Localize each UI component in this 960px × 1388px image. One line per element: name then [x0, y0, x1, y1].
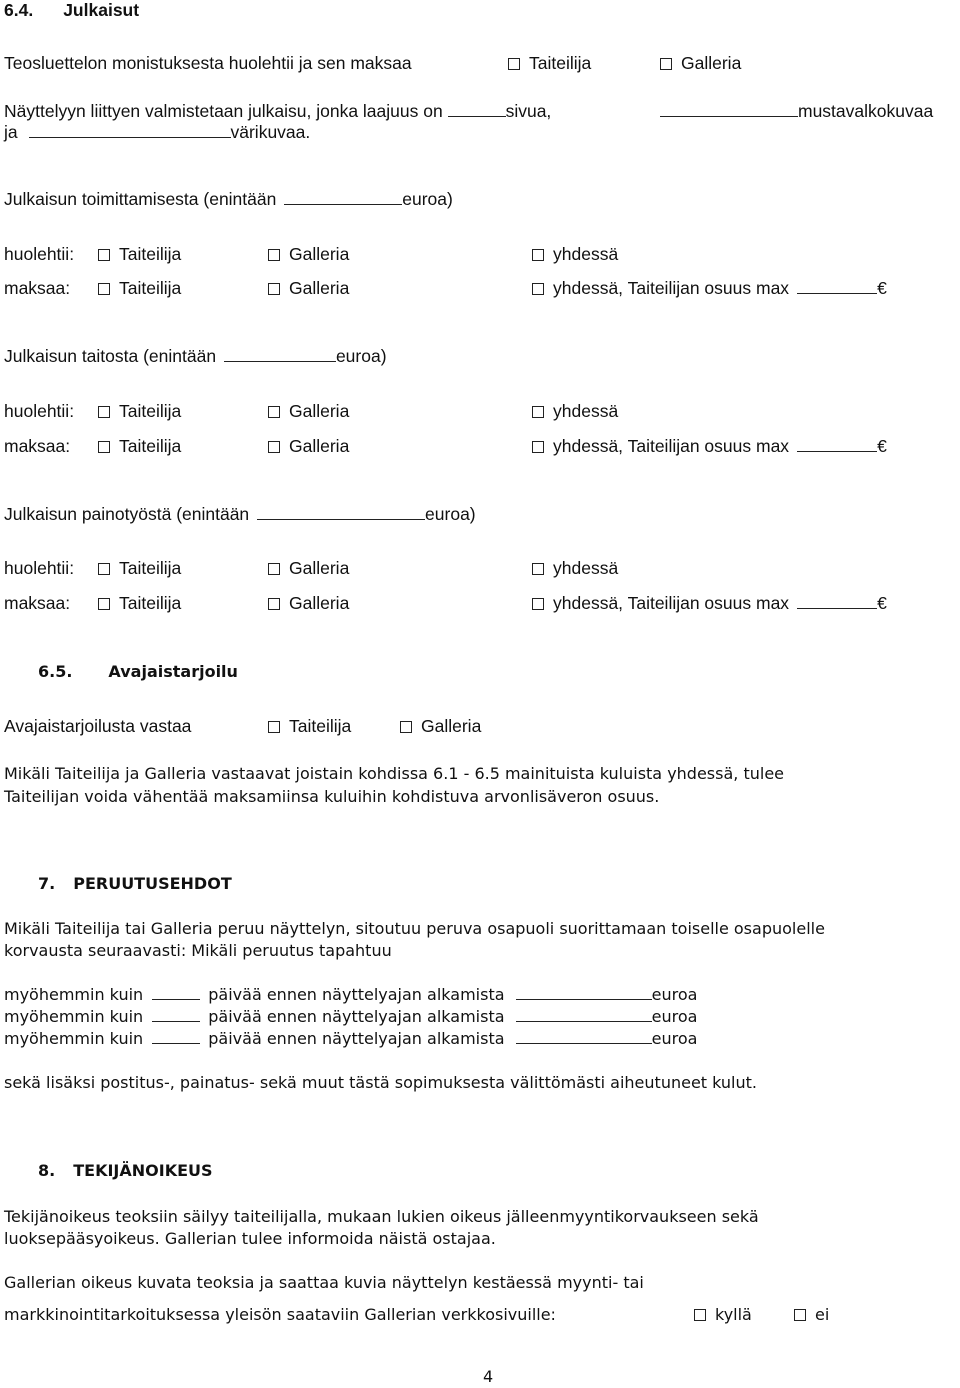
editing-pays-gallery[interactable]: [268, 278, 349, 299]
euro-blank[interactable]: [516, 1007, 652, 1022]
cancellation-row: [4, 985, 697, 1004]
section-number: 8.: [38, 1161, 56, 1180]
photo-rights-line-2: markkinointitarkoituksessa yleisön saataviin Gallerian verkkosivuille:: [4, 1305, 556, 1324]
option-label: Galleria: [421, 716, 482, 736]
option-label: Galleria: [289, 558, 350, 578]
row-text-c: euroa: [651, 1007, 698, 1026]
row-text-a: myöhemmin kuin: [4, 985, 144, 1004]
checkbox-icon[interactable]: [98, 598, 110, 610]
amount-blank[interactable]: [224, 347, 336, 362]
printing-pays-gallery[interactable]: [268, 593, 349, 614]
checkbox-icon[interactable]: [268, 721, 280, 733]
section-title: Julkaisut: [63, 0, 140, 20]
section-8-heading: [38, 1161, 213, 1180]
max-share-blank[interactable]: [797, 594, 877, 609]
editing-heading: [4, 189, 453, 210]
pages-blank[interactable]: [448, 102, 506, 117]
checkbox-icon[interactable]: [98, 283, 110, 295]
option-label: Galleria: [289, 436, 350, 456]
euro-blank[interactable]: [516, 985, 652, 1000]
option-label: Taiteilija: [119, 278, 182, 298]
option-label: ei: [815, 1305, 830, 1324]
extent-text: Näyttelyyn liittyen valmistetaan julkaisu, jonka laajuus on: [4, 101, 443, 121]
amount-blank[interactable]: [257, 505, 425, 520]
checkbox-icon[interactable]: [268, 441, 280, 453]
section-title: PERUUTUSEHDOT: [73, 874, 232, 893]
catalog-printing-row: [4, 53, 412, 74]
row-text-a: myöhemmin kuin: [4, 1029, 144, 1048]
checkbox-icon[interactable]: [694, 1309, 706, 1321]
option-label: yhdessä: [553, 244, 619, 264]
catalog-option-gallery[interactable]: [660, 53, 741, 74]
days-blank[interactable]: [152, 1029, 200, 1044]
editing-responsible-together[interactable]: [532, 244, 618, 265]
section-6-5-heading: [38, 662, 238, 681]
layout-responsible-label: huolehtii:: [4, 401, 75, 421]
pages-label: sivua,: [505, 101, 552, 121]
checkbox-icon[interactable]: [508, 58, 520, 70]
photo-rights-option-yes[interactable]: [694, 1305, 752, 1324]
heading-unit: euroa): [335, 346, 387, 366]
layout-responsible-gallery[interactable]: [268, 401, 349, 422]
printing-responsible-together[interactable]: [532, 558, 618, 579]
catalog-option-artist[interactable]: [508, 53, 591, 74]
option-label: Taiteilija: [119, 436, 182, 456]
heading-text: Julkaisun taitosta (enintään: [4, 346, 217, 366]
euro-sign: €: [877, 436, 887, 456]
checkbox-icon[interactable]: [400, 721, 412, 733]
printing-responsible-gallery[interactable]: [268, 558, 349, 579]
row-text-c: euroa: [651, 1029, 698, 1048]
copyright-line-1: Tekijänoikeus teoksiin säilyy taiteilijalla, mukaan lukien oikeus jälleenmyyntikorvaukseen sekä: [4, 1207, 759, 1226]
catalog-text: Teosluettelon monistuksesta huolehtii ja sen maksaa: [4, 53, 412, 73]
bw-images-blank[interactable]: [660, 102, 798, 117]
checkbox-icon[interactable]: [660, 58, 672, 70]
layout-responsible-together[interactable]: [532, 401, 618, 422]
heading-text: Julkaisun toimittamisesta (enintään: [4, 189, 277, 209]
color-images-label: värikuvaa.: [230, 122, 311, 142]
option-label: Galleria: [289, 401, 350, 421]
layout-pays-gallery[interactable]: [268, 436, 349, 457]
checkbox-icon[interactable]: [532, 283, 544, 295]
option-label: Taiteilija: [119, 558, 182, 578]
checkbox-icon[interactable]: [532, 598, 544, 610]
section-number: 7.: [38, 874, 56, 893]
euro-blank[interactable]: [516, 1029, 652, 1044]
vat-paragraph-line-2: Taiteilijan voida vähentää maksamiinsa kuluihin kohdistuva arvonlisäveron osuus.: [4, 787, 660, 806]
photo-rights-line-1: Gallerian oikeus kuvata teoksia ja saattaa kuvia näyttelyn kestäessä myynti- tai: [4, 1273, 644, 1292]
checkbox-icon[interactable]: [98, 441, 110, 453]
checkbox-icon[interactable]: [532, 563, 544, 575]
printing-responsible-label: huolehtii:: [4, 558, 75, 578]
euro-sign: €: [877, 593, 887, 613]
layout-responsible-artist[interactable]: [98, 401, 181, 422]
checkbox-icon[interactable]: [532, 249, 544, 261]
printing-pays-label: maksaa:: [4, 593, 71, 613]
cancellation-line-2: korvausta seuraavasti: Mikäli peruutus tapahtuu: [4, 941, 392, 960]
color-images-line: [4, 122, 310, 143]
row-text-b: päivää ennen näyttelyajan alkamista: [208, 985, 505, 1004]
editing-pays-artist[interactable]: [98, 278, 181, 299]
reception-option-artist[interactable]: [268, 716, 351, 737]
section-title: Avajaistarjoilu: [108, 662, 238, 681]
reception-option-gallery[interactable]: [400, 716, 481, 737]
section-7-heading: [38, 874, 232, 893]
option-label: yhdessä: [553, 558, 619, 578]
heading-unit: euroa): [425, 504, 476, 524]
checkbox-icon[interactable]: [794, 1309, 806, 1321]
option-label: Taiteilija: [529, 53, 592, 73]
row-text-c: euroa: [651, 985, 698, 1004]
printing-pays-artist[interactable]: [98, 593, 181, 614]
checkbox-icon[interactable]: [532, 406, 544, 418]
vat-paragraph-line-1: Mikäli Taiteilija ja Galleria vastaavat joistain kohdissa 6.1 - 6.5 mainituista kuluista yhdessä, tulee: [4, 764, 784, 783]
option-label: kyllä: [715, 1305, 752, 1324]
heading-text: Julkaisun painotyöstä (enintään: [4, 504, 250, 524]
amount-blank[interactable]: [284, 190, 402, 205]
layout-pays-together[interactable]: [532, 436, 887, 457]
option-label: Taiteilija: [119, 593, 182, 613]
cancellation-row: [4, 1029, 697, 1048]
checkbox-icon[interactable]: [532, 441, 544, 453]
publication-extent-line: [4, 101, 551, 122]
checkbox-icon[interactable]: [268, 249, 280, 261]
checkbox-icon[interactable]: [268, 406, 280, 418]
option-label: Taiteilija: [119, 244, 182, 264]
option-label: Galleria: [289, 278, 350, 298]
bw-images-label: mustavalkokuvaa: [798, 101, 934, 121]
option-label: Taiteilija: [119, 401, 182, 421]
checkbox-icon[interactable]: [268, 598, 280, 610]
layout-pays-artist[interactable]: [98, 436, 181, 457]
checkbox-icon[interactable]: [268, 563, 280, 575]
euro-sign: €: [877, 278, 887, 298]
cancellation-row: [4, 1007, 697, 1026]
printing-pays-together[interactable]: [532, 593, 887, 614]
option-label: yhdessä, Taiteilijan osuus max: [553, 436, 790, 456]
days-blank[interactable]: [152, 985, 200, 1000]
copyright-line-2: luoksepääsyoikeus. Gallerian tulee informoida näistä ostajaa.: [4, 1229, 496, 1248]
editing-pays-together[interactable]: [532, 278, 887, 299]
option-label: Taiteilija: [289, 716, 352, 736]
checkbox-icon[interactable]: [98, 249, 110, 261]
max-share-blank[interactable]: [797, 437, 877, 452]
option-label: Galleria: [681, 53, 742, 73]
bw-images-line: [660, 101, 933, 122]
section-6-4-heading: [4, 0, 139, 21]
layout-pays-label: maksaa:: [4, 436, 71, 456]
printing-heading: [4, 504, 476, 525]
photo-rights-option-no[interactable]: [794, 1305, 829, 1324]
additional-costs-text: sekä lisäksi postitus-, painatus- sekä muut tästä sopimuksesta välittömästi aiheutuneet kulut.: [4, 1073, 757, 1092]
days-blank[interactable]: [152, 1007, 200, 1022]
editing-responsible-label: huolehtii:: [4, 244, 75, 264]
option-label: yhdessä: [553, 401, 619, 421]
editing-responsible-artist[interactable]: [98, 244, 181, 265]
row-text-a: myöhemmin kuin: [4, 1007, 144, 1026]
color-images-blank[interactable]: [29, 123, 231, 138]
editing-pays-label: maksaa:: [4, 278, 71, 298]
page-number: 4: [483, 1367, 494, 1386]
section-title: TEKIJÄNOIKEUS: [73, 1161, 213, 1180]
option-label: Galleria: [289, 593, 350, 613]
max-share-blank[interactable]: [797, 279, 877, 294]
and-text: ja: [4, 122, 18, 142]
option-label: Galleria: [289, 244, 350, 264]
section-number: 6.4.: [4, 0, 34, 20]
row-text-b: päivää ennen näyttelyajan alkamista: [208, 1029, 505, 1048]
checkbox-icon[interactable]: [98, 563, 110, 575]
printing-responsible-artist[interactable]: [98, 558, 181, 579]
editing-responsible-gallery[interactable]: [268, 244, 349, 265]
cancellation-line-1: Mikäli Taiteilija tai Galleria peruu näyttelyn, sitoutuu peruva osapuoli suorittamaan toiselle osapuolelle: [4, 919, 825, 938]
checkbox-icon[interactable]: [268, 283, 280, 295]
option-label: yhdessä, Taiteilijan osuus max: [553, 278, 790, 298]
option-label: yhdessä, Taiteilijan osuus max: [553, 593, 790, 613]
layout-heading: [4, 346, 387, 367]
heading-unit: euroa): [402, 189, 453, 209]
checkbox-icon[interactable]: [98, 406, 110, 418]
row-text-b: päivää ennen näyttelyajan alkamista: [208, 1007, 505, 1026]
reception-text: Avajaistarjoilusta vastaa: [4, 716, 192, 736]
section-number: 6.5.: [38, 662, 73, 681]
